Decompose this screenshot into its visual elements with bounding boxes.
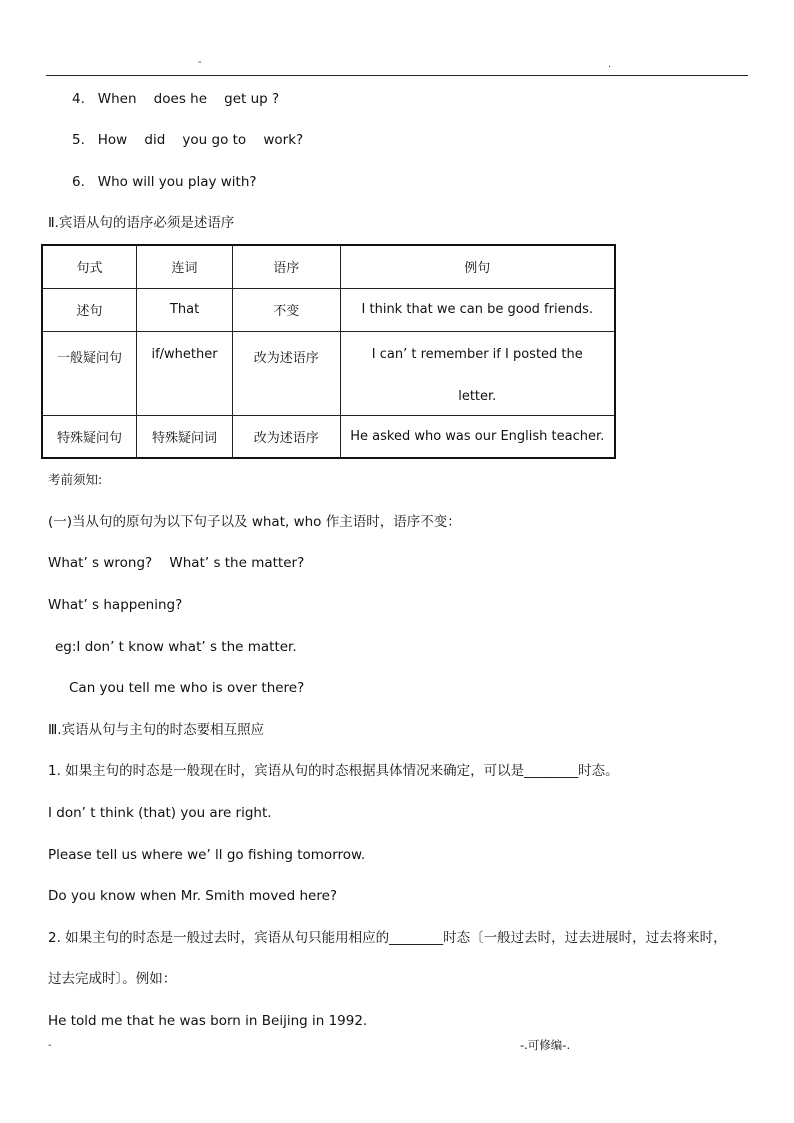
tense-example: I don’ t think (that) you are right. (48, 805, 272, 821)
word-order-table (41, 244, 616, 459)
example-cell: He asked who was our English teacher. (340, 415, 615, 458)
question-4: 4. When does he get up ? (72, 91, 280, 107)
header-rule (46, 75, 748, 76)
tense-point-2-cont: 过去完成时〕。例如： (48, 971, 177, 987)
header-right-mark: . (608, 59, 612, 70)
footer-left-mark: - (48, 1040, 52, 1051)
section-2-title: Ⅱ.宾语从句的语序必须是述语序 (48, 215, 235, 231)
sentence-type-cell: 特殊疑问句 (42, 415, 137, 458)
table-row (42, 331, 615, 415)
section-3-title: Ⅲ.宾语从句与主句的时态要相互照应 (48, 722, 265, 738)
conjunction-cell: 特殊疑问词 (137, 415, 233, 458)
example-cell: I think that we can be good friends. (340, 288, 615, 331)
sentence-type-cell: 一般疑问句 (42, 331, 137, 415)
question-6: 6. Who will you play with? (72, 174, 257, 190)
notes-example: Can you tell me who is over there? (69, 680, 305, 696)
question-5: 5. How did you go to work? (72, 132, 304, 148)
tense-example: Do you know when Mr. Smith moved here? (48, 888, 338, 904)
word-order-cell: 改为述语序 (232, 415, 340, 458)
notes-example: What’ s wrong? What’ s the matter? (48, 555, 305, 571)
table-header-cell: 句式 (42, 245, 137, 288)
tense-point-1: 1. 如果主句的时态是一般现在时，宾语从句的时态根据具体情况来确定，可以是________时态。 (48, 763, 619, 779)
tense-example: Please tell us where we’ ll go fishing tomorrow. (48, 847, 366, 863)
example-cell (340, 331, 615, 415)
header-left-mark: - (198, 57, 202, 68)
notes-example: eg:I don’ t know what’ s the matter. (55, 639, 297, 655)
table-header-row (42, 245, 615, 288)
conjunction-cell: That (137, 288, 233, 331)
example-line: I can’ t remember if I posted the (371, 346, 583, 362)
sentence-type-cell: 述句 (42, 288, 137, 331)
notes-title: 考前须知: (48, 472, 103, 487)
tense-point-2: 2. 如果主句的时态是一般过去时，宾语从句只能用相应的________时态〔一般过去时，过去进展时，过去将来时， (48, 930, 727, 946)
footer-editable-note: -.可修编-. (520, 1038, 571, 1052)
word-order-cell: 不变 (232, 288, 340, 331)
word-order-cell: 改为述语序 (232, 331, 340, 415)
notes-example: What’ s happening? (48, 597, 183, 613)
table-header-cell: 连词 (137, 245, 233, 288)
example-line: letter. (458, 388, 497, 404)
table-header-cell: 语序 (232, 245, 340, 288)
notes-rule-1: (一)当从句的原句为以下句子以及 what, who 作主语时，语序不变： (48, 514, 461, 530)
conjunction-cell: if/whether (137, 331, 233, 415)
table-row (42, 415, 615, 458)
tense-example: He told me that he was born in Beijing in 1992. (48, 1013, 368, 1029)
table-header-cell: 例句 (340, 245, 615, 288)
table-row (42, 288, 615, 331)
